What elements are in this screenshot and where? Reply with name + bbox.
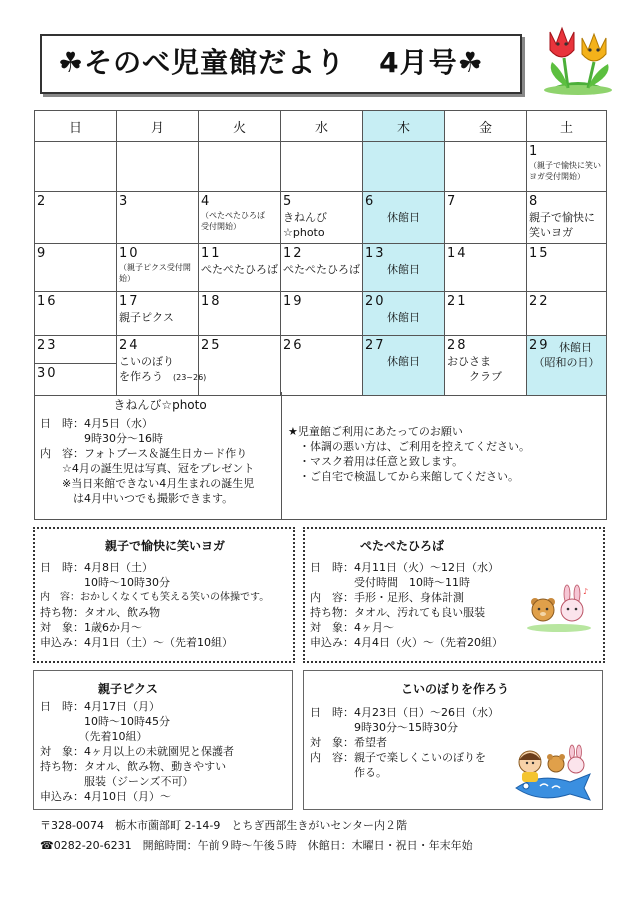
pikusu-line: 10時～10時45分 — [40, 715, 170, 728]
calendar-day — [527, 142, 607, 192]
calendar-day — [445, 142, 527, 192]
calendar-day — [527, 336, 607, 396]
day-number: 25 — [201, 338, 222, 353]
weekday-wed: 水 — [281, 111, 363, 142]
title-main: そのべ児童館だより — [84, 46, 346, 79]
pikusu-title: 親子ピクス — [98, 682, 158, 696]
tulip-illustration-icon — [538, 18, 618, 96]
calendar-day — [363, 142, 445, 192]
day-event: 休館日 — [387, 211, 420, 224]
yoga-content — [40, 537, 290, 650]
footer-address: 〒328-0074 栃木市薗部町 2-14-9 とちぎ西部生きがいセンター内２階 — [40, 819, 407, 832]
pikusu-line: （先着10組） — [40, 730, 148, 743]
day-number: 15 — [529, 246, 550, 261]
day-number: 17 — [119, 294, 140, 309]
petapeta-title: ぺたぺたひろば — [360, 539, 445, 553]
koinobori-title: こいのぼりを作ろう — [400, 682, 509, 696]
calendar-table — [34, 110, 607, 396]
day-event: 休館日 — [387, 355, 420, 368]
kinenbi-title: きねんび☆photo — [113, 398, 207, 412]
kinenbi-line: は4月中いつでも撮影できます。 — [40, 492, 234, 505]
calendar-day — [117, 336, 207, 396]
petapeta-line: 申込み：4月4日（火）～（先着20組） — [310, 636, 503, 649]
yoga-title: 親子で愉快に笑いヨガ — [104, 539, 225, 553]
calendar-week — [35, 336, 607, 396]
petapeta-line: 持ち物：タオル、汚れても良い服装 — [310, 606, 486, 619]
weekday-sat: 土 — [527, 111, 607, 142]
day-number: 23 — [37, 338, 58, 353]
notice-section — [288, 424, 603, 484]
weekday-thu: 木 — [363, 111, 445, 142]
day-event: ぺたぺたひろば — [283, 263, 360, 276]
calendar-day — [527, 244, 607, 292]
pikusu-line: 対 象：4ヶ月以上の未就園児と保護者 — [40, 745, 234, 758]
calendar-day — [199, 142, 281, 192]
kinenbi-line: 日 時：4月5日（水） — [40, 417, 153, 430]
yoga-line: 日 時：4月8日（土） — [40, 561, 153, 574]
day-number: 27 — [365, 338, 386, 353]
pikusu-line: 申込み：4月10日（月）～ — [40, 790, 171, 803]
day-number: 10 — [119, 246, 140, 261]
day-number: 22 — [529, 294, 550, 309]
calendar-day — [35, 244, 117, 292]
clover-icon: ☘ — [457, 46, 484, 79]
calendar-day — [363, 192, 445, 244]
day-number: 14 — [447, 246, 468, 261]
calendar-day — [363, 336, 445, 396]
day-note: (23~26) — [173, 373, 207, 382]
koinobori-line: 内 容：親子で楽しくこいのぼりを — [310, 751, 486, 764]
calendar-day — [445, 292, 527, 336]
day-event: きねんび☆photo — [283, 211, 327, 239]
day-number: 1 — [529, 144, 540, 159]
yoga-line: 内 容：おかしくなくても笑える笑いの体操です。 — [40, 592, 270, 603]
pikusu-content — [40, 680, 290, 804]
koinobori-line: 9時30分～15時30分 — [310, 721, 458, 734]
notice-line: ★児童館ご利用にあたってのお願い — [288, 425, 463, 438]
koinobori-kids-icon — [510, 738, 596, 804]
calendar-day — [117, 192, 199, 244]
calendar-week — [35, 142, 607, 192]
koinobori-line: 日 時：4月23日（日）～26日（水） — [310, 706, 499, 719]
yoga-line: 持ち物：タオル、飲み物 — [40, 606, 161, 619]
day-number: 3 — [119, 194, 130, 209]
notice-line: ・体調の悪い方は、ご利用を控えてください。 — [288, 440, 530, 453]
yoga-line: 10時～10時30分 — [40, 576, 170, 589]
calendar-day — [445, 336, 527, 396]
calendar-day — [281, 244, 363, 292]
footer-phone-hours: ☎0282-20-6231 開館時間：午前９時～午後５時 休館日：木曜日・祝日・年末年始 — [40, 839, 473, 852]
day-event: クラブ — [469, 370, 502, 383]
calendar-day — [363, 244, 445, 292]
day-number: 12 — [283, 246, 304, 261]
weekday-mon: 月 — [117, 111, 199, 142]
weekday-fri: 金 — [445, 111, 527, 142]
day-note: （ぺたぺたひろば 受付開始） — [201, 211, 273, 231]
day-event: 休館日 — [559, 341, 592, 354]
weekday-sun: 日 — [35, 111, 117, 142]
bear-rabbit-icon — [525, 584, 593, 632]
day-number: 7 — [447, 194, 458, 209]
pikusu-line: 服装（ジーンズ不可） — [40, 775, 194, 788]
calendar-day — [117, 292, 199, 336]
calendar-week — [35, 192, 607, 244]
day-number: 9 — [37, 246, 48, 261]
pikusu-line: 日 時：4月17日（月） — [40, 700, 160, 713]
kinenbi-line: ※当日来館できない4月生まれの誕生児 — [40, 477, 255, 490]
day-number: 16 — [37, 294, 58, 309]
calendar-day — [35, 192, 117, 244]
petapeta-line: 日 時：4月11日（火）～12日（水） — [310, 561, 499, 574]
calendar-header-row — [35, 111, 607, 142]
calendar-day — [363, 292, 445, 336]
kinenbi-section — [40, 398, 280, 506]
koinobori-line: 作る。 — [310, 766, 387, 779]
yoga-line: 対 象：1歳6か月～ — [40, 621, 142, 634]
calendar-day — [117, 142, 199, 192]
calendar-day — [527, 292, 607, 336]
calendar-week — [35, 244, 607, 292]
day-number: 30 — [37, 366, 58, 381]
calendar-day — [445, 192, 527, 244]
day-number: 2 — [37, 194, 48, 209]
kinenbi-line: 9時30分～16時 — [40, 432, 163, 445]
day-number: 29 — [529, 338, 550, 353]
day-number: 20 — [365, 294, 386, 309]
day-event: 休館日 — [387, 311, 420, 324]
yoga-line: 申込み：4月1日（土）～（先着10組） — [40, 636, 233, 649]
calendar-day — [35, 336, 117, 396]
clover-icon: ☘ — [58, 46, 85, 79]
day-event: おひさま — [447, 355, 491, 368]
day-note: （親子で愉快に笑いヨガ受付開始） — [529, 161, 601, 181]
day-number: 13 — [365, 246, 386, 261]
info-divider — [281, 392, 282, 519]
day-number: 4 — [201, 194, 212, 209]
day-note: （親子ピクス受付開始） — [119, 263, 191, 283]
calendar-day — [445, 244, 527, 292]
koinobori-line: 対 象：希望者 — [310, 736, 387, 749]
day-event: 親子ピクス — [119, 311, 174, 324]
calendar-day — [527, 192, 607, 244]
day-event: 親子で愉快に笑いヨガ — [529, 211, 595, 239]
title-issue: 4月号 — [379, 46, 458, 79]
day-event: こいのぼりを作ろう — [119, 355, 174, 383]
day-number: 19 — [283, 294, 304, 309]
day-number: 5 — [283, 194, 294, 209]
day-number: 26 — [283, 338, 304, 353]
calendar-day — [281, 336, 363, 396]
day-number: 6 — [365, 194, 376, 209]
day-event: 休館日 — [387, 263, 420, 276]
day-event: ぺたぺたひろば — [201, 263, 278, 276]
calendar-day — [35, 142, 117, 192]
calendar-day — [199, 244, 281, 292]
svg-text:♪: ♪ — [583, 587, 589, 596]
day-number: 8 — [529, 194, 540, 209]
notice-line: ・マスク着用は任意と致します。 — [288, 455, 464, 468]
page-title — [58, 42, 502, 84]
day-number: 18 — [201, 294, 222, 309]
petapeta-line: 受付時間 10時～11時 — [310, 576, 470, 589]
day-event: （昭和の日） — [533, 356, 600, 369]
calendar-day — [199, 192, 281, 244]
petapeta-line: 内 容：手形・足形、身体計測 — [310, 591, 464, 604]
pikusu-line: 持ち物：タオル、飲み物、動きやすい — [40, 760, 227, 773]
calendar-day — [35, 292, 117, 336]
day-number: 11 — [201, 246, 222, 261]
calendar-day — [199, 336, 281, 396]
day-number: 28 — [447, 338, 468, 353]
petapeta-line: 対 象：4ヶ月～ — [310, 621, 394, 634]
day-number: 21 — [447, 294, 468, 309]
calendar-week — [35, 292, 607, 336]
calendar-day — [281, 292, 363, 336]
kinenbi-line: 内 容：フォトブース＆誕生日カード作り — [40, 447, 248, 460]
weekday-tue: 火 — [199, 111, 281, 142]
kinenbi-line: ☆4月の誕生児は写真、冠をプレゼント — [40, 462, 255, 475]
calendar-day — [199, 292, 281, 336]
calendar-day — [281, 192, 363, 244]
calendar-day — [281, 142, 363, 192]
day-number: 24 — [119, 338, 140, 353]
notice-line: ・ご自宅で検温してから来館してください。 — [288, 470, 519, 483]
calendar-day — [117, 244, 199, 292]
